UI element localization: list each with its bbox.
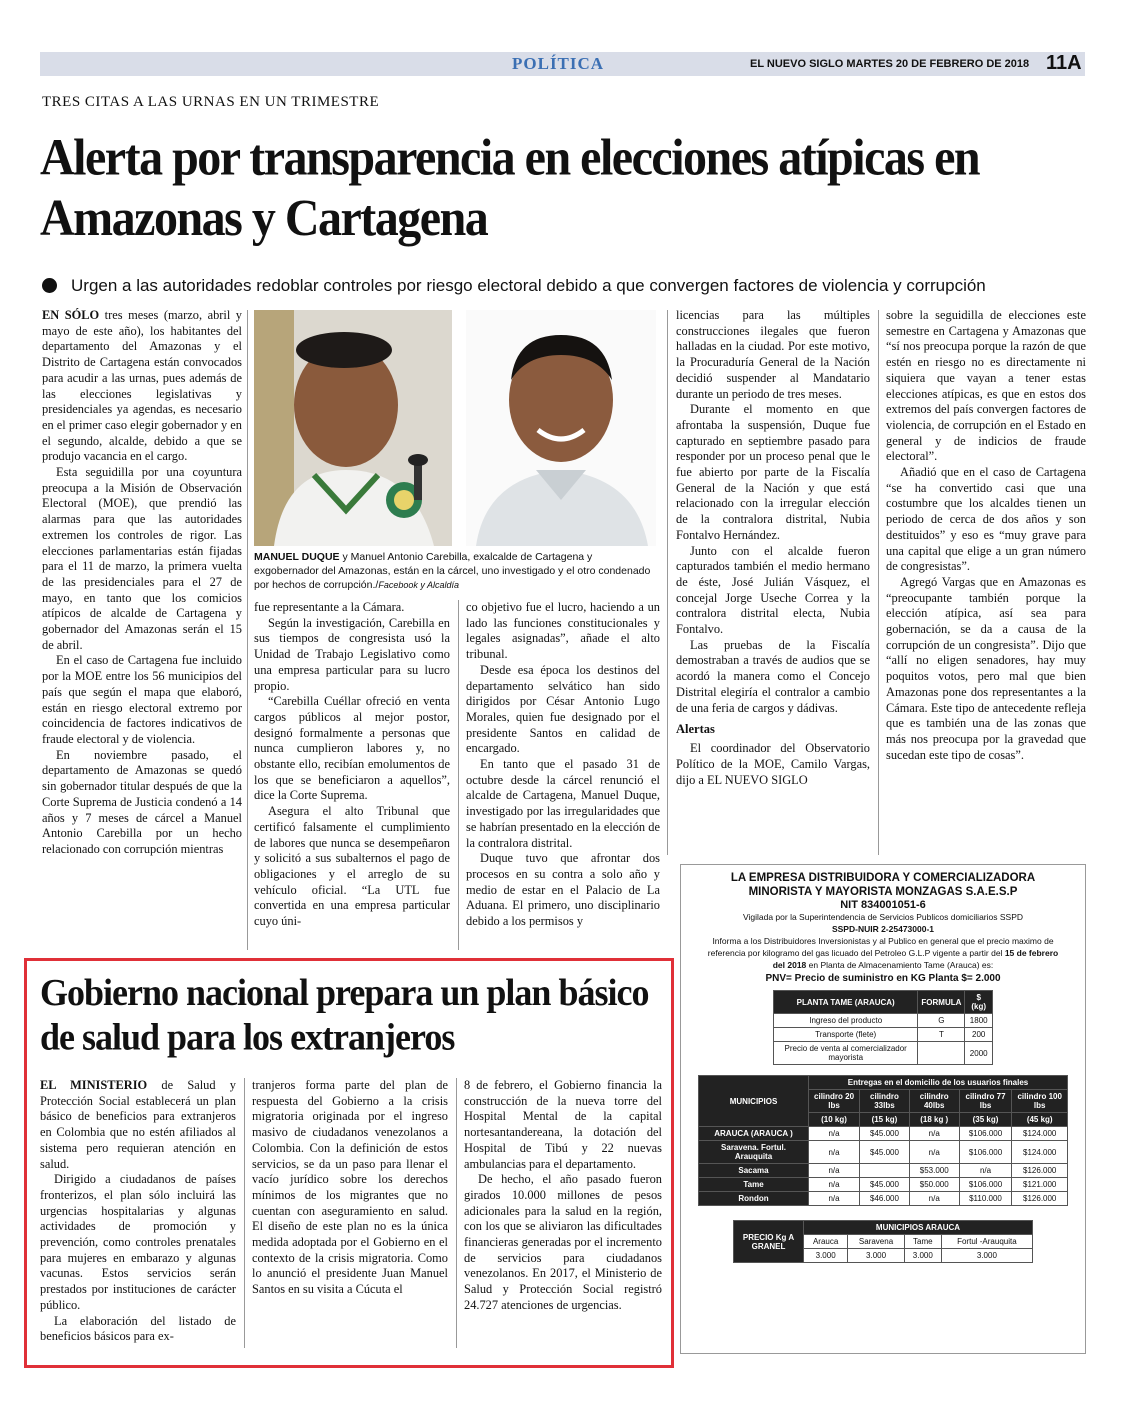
ad-nit: NIT 834001051-6 (840, 899, 926, 911)
monzagas-advertisement (680, 864, 1086, 1354)
article1-column-4: licencias para las múltiples construcciones ilegales que fueron halladas en la ciudad. Por este motivo, la Procuraduría General de la Nación decidió suspender al Mandatario durante un periodo de tres meses. Durante el momento en que afrontaba la suspensión, Duque fue capturado en septiembre pasado para responder por un proceso penal que le fue abierto por parte de la Fiscalía General de la Nación y que está relacionado con la irregular elección de la contralora distrital, Nubia Fontalvo Hernández. Junto con el alcalde fueron capturados también el medio hermano de éste, José Julián Vásquez, el concejal Jorge Useche Correa y la contralora distrital electa, Nubia Fontalvo. Las pruebas de la Fiscalía demostraban a través de audios que se acordó la manera como el Concejo Distrital elegiría el contralor a cambio de una feria de cargos y dádivas. Alertas El coordinador del Observatorio Político de la MOE, Camilo Vargas, dijo a EL NUEVO SIGLO (676, 308, 870, 787)
article2-headline: Gobierno nacional prepara un plan básico de salud para los extranjeros (40, 971, 649, 1058)
article2-column-2: tranjeros forma parte del plan de respuesta del Gobierno a la crisis migratoria originada por el ingreso masivo de ciudadanos venezolanos a Colombia. Con la definición de estos servicios, se da un paso para llenar el vacío jurídico sobre los derechos mínimos de los migrantes que no cuentan con aseguramiento en salud. El diseño de este plan no es la única medida adoptada por el Gobierno en el contexto de la crisis migratoria. Como lo anunció el presidente Juan Manuel Santos en su visita a Cúcuta el (252, 1078, 448, 1297)
ad-sspd: SSPD-NUIR 2-25473000-1 (831, 924, 935, 934)
section-name: POLÍTICA (512, 54, 605, 73)
ad-vigilada: Vigilada por la Superintendencia de Servicios Publicos domiciliarios SSPD (742, 912, 1024, 922)
subheadline-text: Urgen a las autoridades redoblar controles por riesgo electoral debido a que convergen factores de violencia y corrupción (71, 276, 986, 295)
delivery-price-table: MUNICIPIOS Entregas en el domicilio de los usuarios finales cilindro 20 lbs cilindro 33lbs cilindro 40lbs cilindro 77 lbs cilindro 100 lbs (10 kg) (15 kg) (18 kg ) (35 kg) (45 kg) ARAUCA (ARAUCA ) n/a $45.000 n/a $106.000 $124.000 Saravena. Fortul. Arauquita n/a $45.000 n/a $106.000 $124.000 Sacama n/a $53.000 n/a $126.000 Tame n/a $45.000 $50.000 $106.000 $121.000 Rondon n/a $46.000 n/a $110.000 $126.000 (698, 1075, 1068, 1206)
article2-column-3: 8 de febrero, el Gobierno financia la construcción de la nueva torre del Hospital Mental de la capital nortesantandereana, la dotación del Hospital de Tibú y 22 nuevas ambulancias para el departamento. De hecho, el año pasado fueron girados 10.000 millones de pesos adicionales para la salud en la región, con los que se aliviaron las dificultades financieras generadas por el incremento de servicios para ciudadanos venezolanos. En 2017, el Ministerio de Salud y Protección Social registró 24.727 atenciones de urgencias. (464, 1078, 662, 1312)
ad-pnv: PNV= Precio de suministro en KG Planta $= 2.000 (765, 973, 1001, 984)
ad-informa: Informa a los Distribuidores Inversionistas y al Publico en general que el precio maximo de referencia por kilogramo del gas licuado del Petroleo G.L.P vigente a partir del 15 de febrero del 2018 en Planta de Almacenamiento Tame (Arauca) es: (707, 936, 1059, 970)
kicker: TRES CITAS A LAS URNAS EN UN TRIMESTRE (42, 94, 380, 110)
column-rule (878, 310, 879, 855)
column-rule (667, 310, 668, 855)
page-number: 11A (1046, 52, 1082, 74)
bullet-icon (42, 278, 57, 293)
subheading-alertas: Alertas (676, 722, 715, 737)
lead-in: EN SÓLO (42, 308, 100, 322)
lead-in: EL MINISTERIO (40, 1078, 148, 1092)
price-formula-table: PLANTA TAME (ARAUCA) FORMULA $ (kg) Ingreso del producto G 1800 Transporte (flete) T 200 Precio de venta al comercializador mayorista 2000 (773, 990, 993, 1065)
article1-column-2: fue representante a la Cámara. Según la investigación, Carebilla en sus tiempos de congresista usó la Unidad de Trabajo Legislativo como una empresa particular para su lucro propio. “Carebilla Cuéllar ofreció en venta cargos públicos al mejor postor, designó formalmente a personas que nunca cumplieron labores y, no obstante ello, recibían emolumentos de los que se beneficiaron a aquellos”, dice la Corte Suprema. Asegura el alto Tribunal que certificó falsamente el cumplimiento de labores que nunca se desempeñaron y solicitó a sus subalternos el pago de obligaciones y el arreglo de su vehículo oficial. “La UTL fue convertida en una empresa particular cuyo úni- (254, 600, 450, 929)
article2-column-1: EL MINISTERIO de Salud y Protección Social establecerá un plan básico de beneficios para extranjeros en Colombia que no estén afiliados al sistema pero requieran atención en salud. Dirigido a ciudadanos de países fronterizos, el plan sólo incluirá las urgencias hospitalarias y algunas actividades de promoción y prevención, como controles prenatales para mujeres en embarazo y algunas vacunas. Estos servicios serán prestados por instituciones de carácter público. La elaboración del listado de beneficios básicos para ex- (40, 1078, 236, 1344)
article1-column-3: co objetivo fue el lucro, haciendo a un lado las funciones constitucionales y legales asignadas”, añade el alto tribunal. Desde esa época los destinos del departamento selvático han sido dirigidos por César Antonio Lugo Morales, quien fue designado por el presidente Santos en calidad de encargado. En tanto que el pasado 31 de octubre desde la cárcel renunció el alcalde de Cartagena, Manuel Duque, investigado por las irregularidades que se habrían presentado en la elección de la contralora distrital. Duque tuvo que afrontar dos procesos en su contra a solo año y medio de estar en el Palacio de La Aduana. El primero, uno disciplinario debido a los permisos y (466, 600, 660, 929)
column-rule (247, 310, 248, 950)
column-rule (458, 600, 459, 950)
article1-column-5: sobre la seguidilla de elecciones este semestre en Cartagena y Amazonas que “sí nos preocupa porque la razón de que estén en riesgo no es directamente ni siquiera que vayan a tener estas elecciones atípicas, es que en estos dos extremos del país convergen factores de violencia, de corrupción en el Estado en general y de indicios de fraude electoral”. Añadió que en el caso de Cartagena “se ha convertido casi que una costumbre que los alcaldes tienen un periodo de cerca de dos años y son destituidos” y eso es “muy grave para una capital que elige a un gran número de congresistas”. Agregó Vargas que en Amazonas es “preocupante también porque la elección atípica, así sea para gobernación, se da a causa de la corrupción de un congresista”. Dijo que “allí no eligen senadores, hay muy poquitos votos, pero mal que bien Amazonas pone dos representantes a la Cámara. Este tipo de antecedente refleja que es también una de las zonas que más nos preocupa por la gravedad que sucedan este tipo de cosas”. (886, 308, 1086, 762)
ad-title: LA EMPRESA DISTRIBUIDORA Y COMERCIALIZADORA MINORISTA Y MAYORISTA MONZAGAS S.A.E.S.P (730, 872, 1036, 898)
photo-carebilla (254, 310, 452, 546)
headline: Alerta por transparencia en elecciones atípicas en Amazonas y Cartagena (40, 129, 980, 247)
photo-caption: MANUEL DUQUE y Manuel Antonio Carebilla, exalcalde de Cartagena y exgobernador del Amazonas, están en la cárcel, uno investigado y el otro condenado por hechos de corrupción./Facebook y Alcaldía (254, 551, 651, 591)
subheadline (42, 276, 1102, 296)
bulk-price-table: PRECIO Kg A GRANEL MUNICIPIOS ARAUCA Arauca Saravena Tame Fortul -Arauquita 3.000 3.000 3.000 3.000 (733, 1220, 1033, 1263)
photo-credit: Facebook y Alcaldía (378, 580, 460, 590)
publication-date: EL NUEVO SIGLO MARTES 20 DE FEBRERO DE 2018 (750, 58, 1030, 70)
photo-duque (466, 310, 656, 546)
column-rule (244, 1078, 245, 1348)
column-rule (456, 1078, 457, 1348)
article1-column-1: EN SÓLO tres meses (marzo, abril y mayo de este año), los habitantes del departamento del Amazonas y el Distrito de Cartagena están convocados para acudir a las urnas, pues además de las elecciones legislativas y presidenciales ya agendas, es necesario en el primer caso elegir gobernador y en el segundo, alcalde, debido a que se produjo vacancia en el cargo. Esta seguidilla por una coyuntura preocupa a la Misión de Observación Electoral (MOE), que prendió las alarmas para que las autoridades extremen los controles de rigor. Las elecciones parlamentarias están fijadas para el 11 de marzo, la primera vuelta de las presidenciales para el 27 de mayo, en tanto que los comicios atípicos de alcalde de Cartagena y gobernador del Amazonas serán el 15 de abril. En el caso de Cartagena fue incluido por la MOE entre los 56 municipios del país que según el mapa que elaboró, están en riesgo electoral extremo por coincidencia de factores indicativos de fraude electoral y de violencia. En noviembre pasado, el departamento de Amazonas se quedó sin gobernador titular después de que la Corte Suprema de Justicia condenó a 14 años y 7 meses de cárcel a Manuel Antonio Carebilla por un hecho relacionado con corrupción mientras (42, 308, 242, 856)
